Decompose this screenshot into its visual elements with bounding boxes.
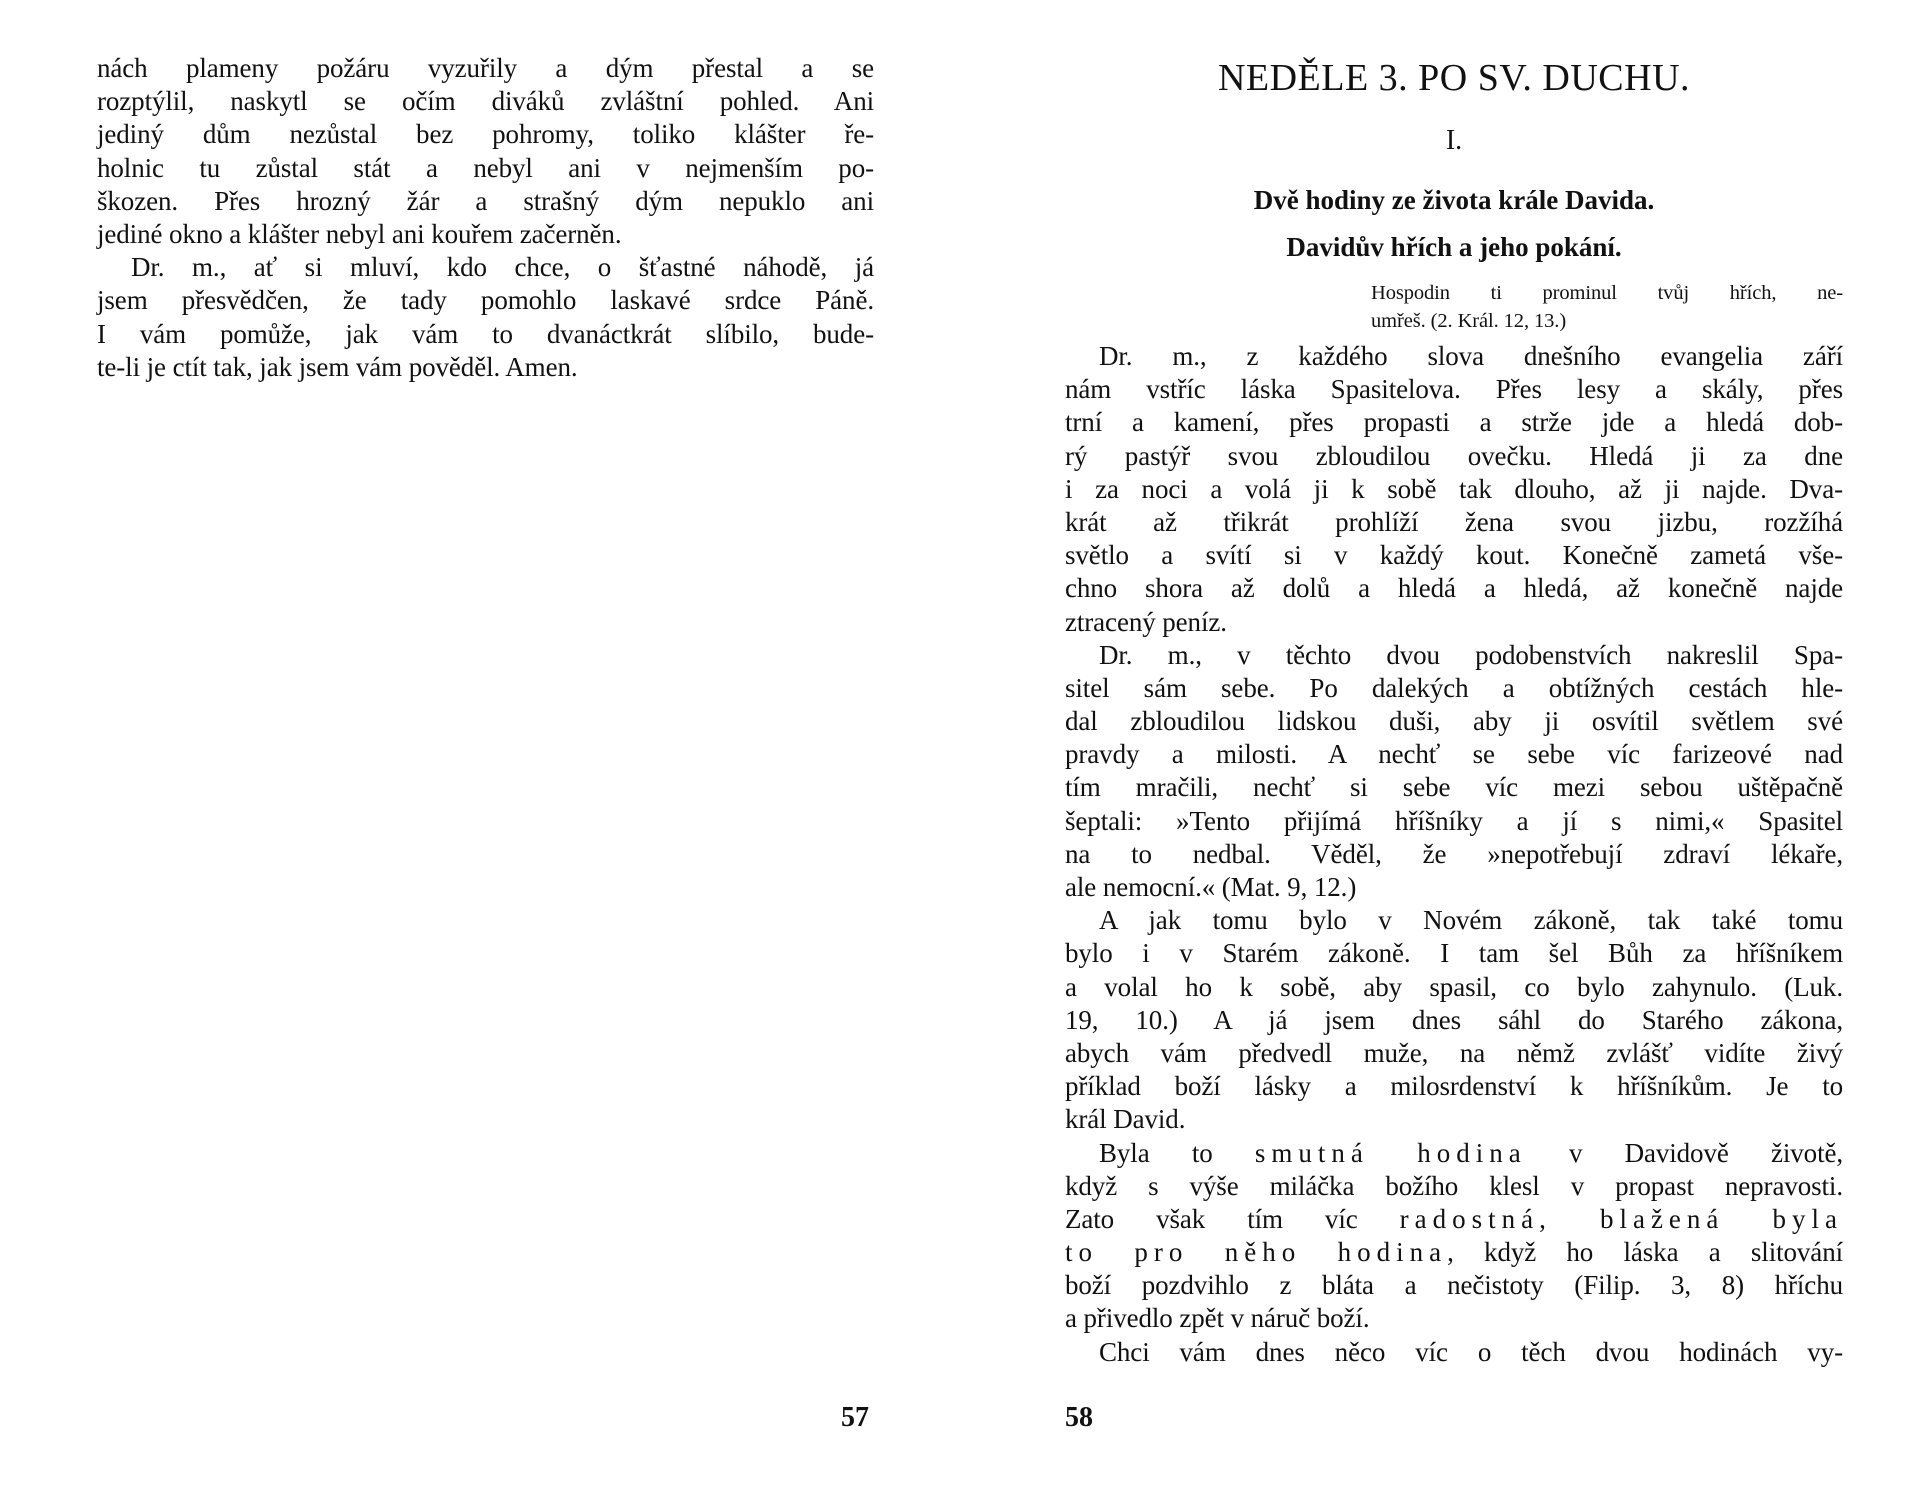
text-line: jediné okno a klášter nebyl ani kouřem začerněn. [97, 218, 622, 249]
text-line: světlo a svítí si v každý kout. Konečně zametá vše- [1065, 540, 1843, 571]
text-line: I vám pomůže, jak vám to dvanáctkrát slíbilo, bude- [97, 318, 874, 349]
text-line [1065, 1203, 1843, 1236]
right-page [960, 0, 1920, 1500]
text-line: 19, 10.) A já jsem dnes sáhl do Starého zákona, [1065, 1004, 1843, 1035]
epigraph-line: Hospodin ti prominul tvůj hřích, ne- [1371, 282, 1843, 304]
text-line: Dr. m., z každého slova dnešního evangelia září [1099, 341, 1843, 371]
text-line: krát až třikrát prohlíží žena svou jizbu, rozžíhá [1065, 506, 1843, 537]
text-line: Dr. m., v těchto dvou podobenstvích nakreslil Spa- [1099, 639, 1843, 670]
text-line: jsem přesvědčen, že tady pomohlo laskavé srdce Páně. [97, 285, 874, 316]
text-line: sitel sám sebe. Po dalekých a obtížných cestách hle- [1065, 672, 1843, 703]
chapter-heading: NEDĚLE 3. PO SV. DUCHU. [1217, 57, 1691, 99]
emphasized-text: to pro něho hodina [1065, 1237, 1448, 1268]
text-line: boží pozdvihlo z bláta a nečistoty (Filip. 3, 8) hříchu [1065, 1270, 1843, 1301]
text-line: když s výše miláčka božího klesl v propast nepravosti. [1065, 1170, 1843, 1201]
text-line: chno shora až dolů a hledá a hledá, až konečně najde [1065, 573, 1843, 604]
emphasized-text: smutná hodina [1254, 1137, 1527, 1168]
text-line: te-li je ctít tak, jak jsem vám pověděl. Amen. [97, 351, 578, 382]
page-number: 58 [1065, 1402, 1093, 1433]
text-line: pravdy a milosti. A nechť se sebe víc farizeové nad [1065, 739, 1843, 770]
text-line: Dr. m., ať si mluví, kdo chce, o šťastné náhodě, já [131, 252, 874, 283]
text-line: ztracený peníz. [1065, 606, 1227, 637]
text-fragment: Zato však tím víc [1065, 1203, 1400, 1234]
text-line: a volal ho k sobě, aby spasil, co bylo zahynulo. (Luk. [1065, 971, 1843, 1002]
text-line: nám vstříc láska Spasitelova. Přes lesy a skály, přes [1065, 374, 1843, 405]
text-line: ale nemocní.« (Mat. 9, 12.) [1065, 872, 1357, 902]
text-line: bylo i v Starém zákoně. I tam šel Bůh za hříšníkem [1065, 938, 1843, 969]
text-line: i za noci a volá ji k sobě tak dlouho, až ji najde. Dva- [1065, 473, 1843, 504]
emphasized-text: radostná, blažená byla [1399, 1203, 1843, 1234]
sermon-title: Dvě hodiny ze života krále Davida. [1253, 185, 1655, 215]
text-fragment: v Davidově životě, [1526, 1137, 1843, 1168]
text-line: rozptýlil, naskytl se očím diváků zvláštní pohled. Ani [97, 86, 874, 117]
text-line: rý pastýř svou zbloudilou ovečku. Hledá ji za dne [1065, 440, 1843, 471]
text-line: A jak tomu bylo v Novém zákoně, tak také tomu [1099, 905, 1843, 936]
text-line: šeptali: »Tento přijímá hříšníky a jí s nimi,« Spasitel [1065, 805, 1843, 836]
text-fragment: , když ho láska a slitování [1447, 1237, 1843, 1268]
epigraph-quote [1371, 279, 1843, 335]
text-line: a přivedlo zpět v náruč boží. [1065, 1303, 1370, 1334]
text-line: jediný dům nezůstal bez pohromy, toliko klášter ře- [97, 119, 874, 150]
text-fragment: Byla to [1099, 1137, 1255, 1168]
text-line: abych vám předvedl muže, na němž zvlášť vidíte živý [1065, 1037, 1843, 1068]
text-line: tím mračili, nechť si sebe víc mezi sebou uštěpačně [1065, 772, 1843, 803]
section-number: I. [1445, 125, 1463, 156]
text-line [1065, 1137, 1843, 1170]
text-line: trní a kamení, přes propasti a strže jde a hledá dob- [1065, 407, 1843, 438]
text-line: na to nedbal. Věděl, že »nepotřebují zdraví lékaře, [1065, 838, 1843, 869]
text-line: nách plameny požáru vyzuřily a dým přestal a se [97, 53, 874, 83]
epigraph-line: umřeš. (2. Král. 12, 13.) [1371, 310, 1567, 332]
page-number: 57 [841, 1402, 869, 1433]
sermon-body [1065, 340, 1843, 1369]
text-line: dal zbloudilou lidskou duši, aby ji osvítil světlem své [1065, 706, 1843, 737]
sermon-subtitle: Davidův hřích a jeho pokání. [1286, 232, 1622, 262]
text-line: král David. [1065, 1104, 1186, 1135]
text-line: škozen. Přes hrozný žár a strašný dým nepuklo ani [97, 185, 874, 216]
left-page-body [97, 52, 874, 384]
text-line [1065, 1236, 1843, 1269]
text-line: holnic tu zůstal stát a nebyl ani v nejmenším po- [97, 152, 874, 183]
text-line: příklad boží lásky a milosrdenství k hříšníkům. Je to [1065, 1071, 1843, 1102]
text-line: Chci vám dnes něco víc o těch dvou hodinách vy- [1099, 1336, 1843, 1367]
